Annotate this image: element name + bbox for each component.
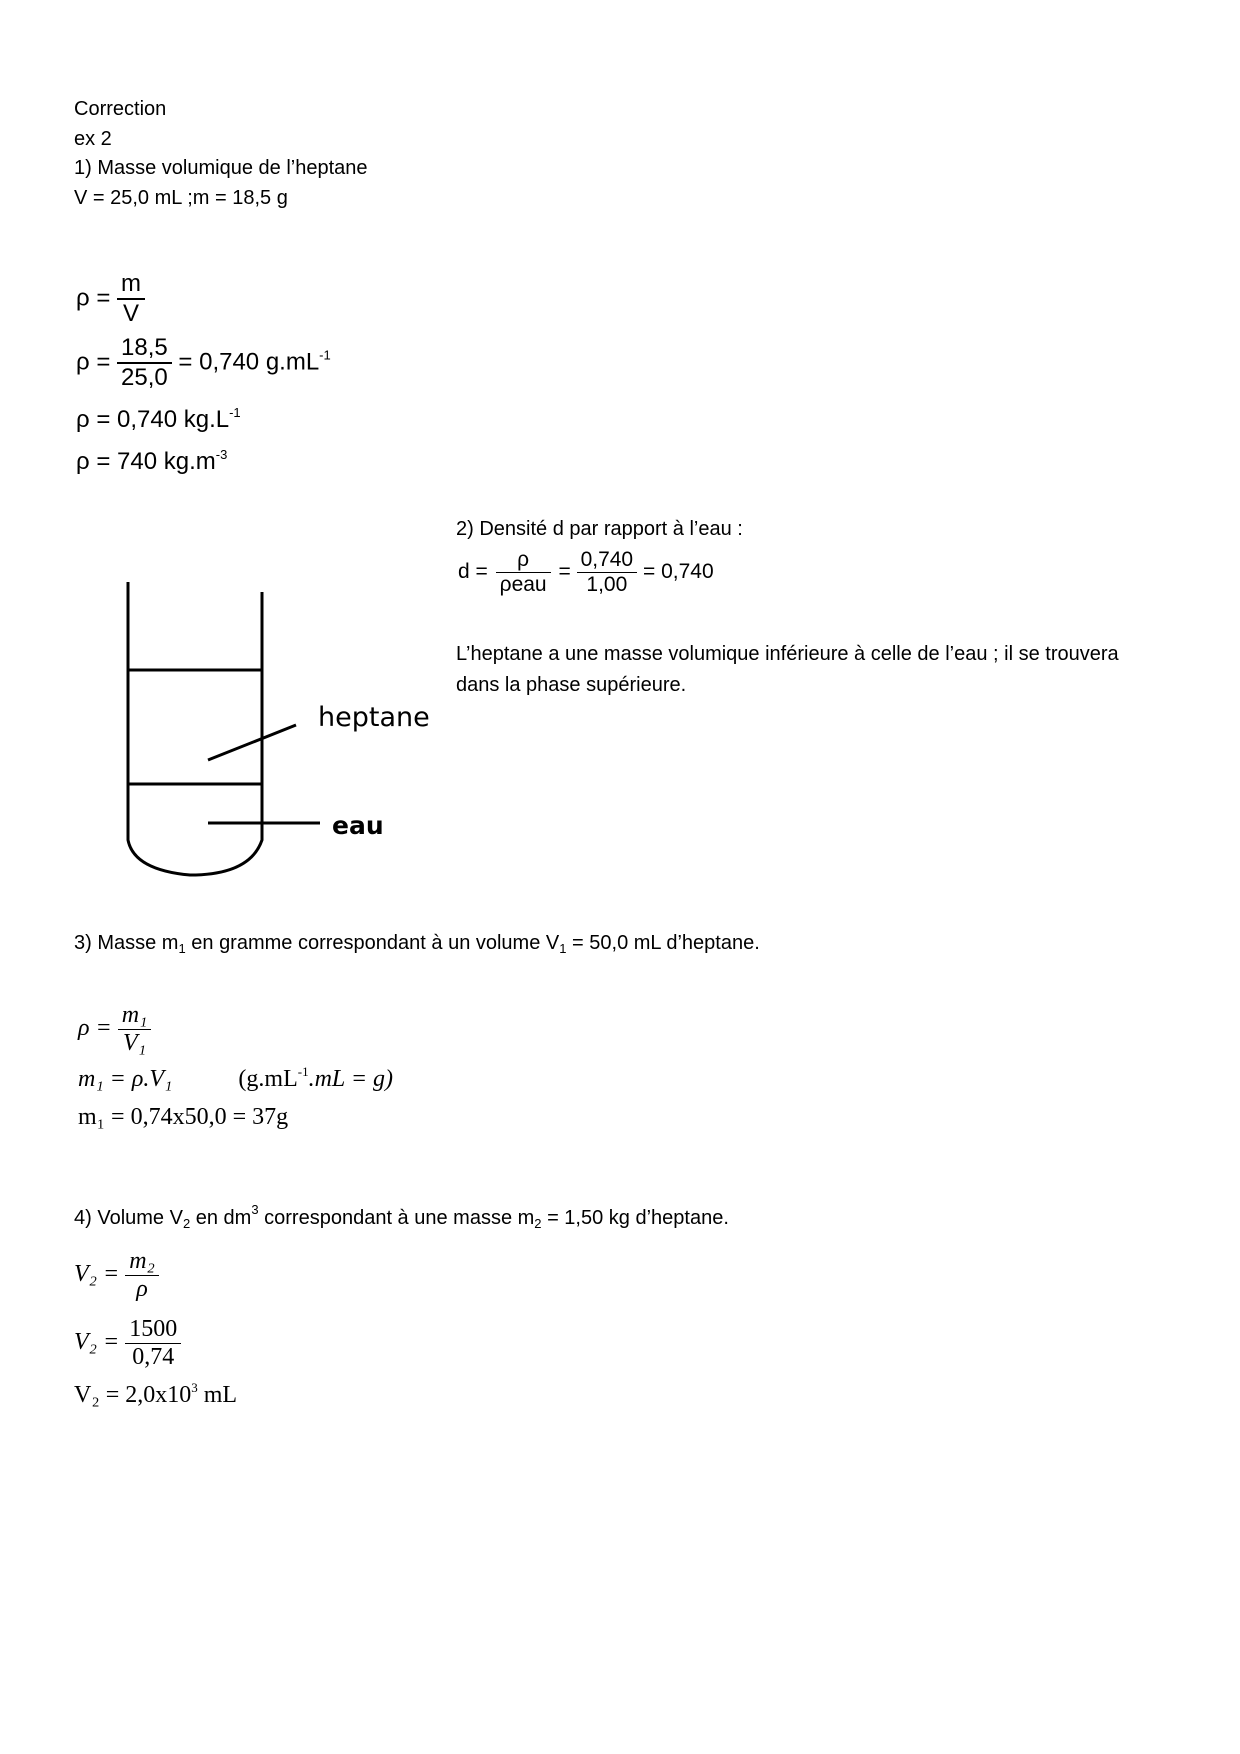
heptane-label: heptane	[318, 702, 430, 733]
q3-eq2-text: m₁ = ρ.V₁	[78, 1066, 173, 1092]
q1-eq1-lhs: ρ =	[76, 284, 111, 312]
q1-eq2-numerator: 18,5	[117, 334, 172, 364]
q1-eq1-fraction	[117, 270, 145, 328]
q4-heading-sub2: 2	[534, 1216, 542, 1231]
q2-d-lhs: d =	[458, 560, 488, 584]
q1-eq2-lhs: ρ =	[76, 348, 111, 376]
q3-mass-formula	[78, 1066, 393, 1093]
q3-mass-result	[78, 1104, 288, 1131]
q1-eq2-denominator: 25,0	[121, 364, 168, 391]
q3-density-formula	[78, 1002, 151, 1057]
q4-volume-result	[74, 1382, 237, 1409]
q4-heading-part-d: = 1,50 kg d’heptane.	[541, 1207, 729, 1229]
q4-eq2-lhs: V₂ =	[74, 1329, 120, 1356]
test-tube-wall	[128, 582, 262, 875]
heptane-pointer-line	[208, 725, 296, 760]
test-tube-diagram	[110, 570, 450, 880]
q4-eq2-denominator: 0,74	[132, 1344, 175, 1370]
q1-eq4-text: ρ = 740 kg.m	[76, 448, 216, 475]
q4-eq1-numerator: m₂	[125, 1248, 159, 1276]
q4-heading-sub1: 2	[182, 1216, 191, 1231]
q3-heading-part-a: 3) Masse m	[74, 932, 179, 954]
q4-eq3-text: V₂ = 2,0x10	[74, 1382, 192, 1408]
q2-conclusion-line-1: L’heptane a une masse volumique inférieure à celle de l’eau ; il se trouvera	[456, 643, 1119, 665]
q2-heading: 2) Densité d par rapport à l’eau :	[456, 518, 743, 540]
document-title: Correction	[74, 98, 167, 120]
q2-value-fraction	[577, 548, 638, 597]
q1-eq1-numerator: m	[117, 270, 145, 300]
q4-heading-part-b: en dm	[190, 1207, 252, 1229]
q3-eq3-text: m₁ = 0,74x50,0 = 37g	[78, 1104, 289, 1130]
q1-density-formula	[76, 270, 145, 328]
q3-eq1-numerator: m₁	[118, 1002, 152, 1030]
q4-heading-part-a: 4) Volume V	[74, 1207, 183, 1229]
q2-rho-numerator: ρ	[496, 548, 551, 573]
q4-volume-calculation	[74, 1316, 181, 1371]
q3-heading-part-c: = 50,0 mL d’heptane.	[566, 932, 760, 954]
q2-conclusion-line-2: dans la phase supérieure.	[456, 674, 687, 696]
q4-heading-part-c: correspondant à une masse m	[258, 1207, 535, 1229]
q2-equals-sign: =	[558, 560, 571, 584]
q3-eq2-units-b: .mL = g)	[308, 1066, 394, 1092]
q4-heading-exp: 3	[251, 1202, 259, 1217]
q2-rho-fraction	[496, 548, 551, 597]
q1-density-kgm3	[76, 448, 227, 476]
q2-value-denominator: 1,00	[586, 573, 628, 596]
q1-eq3-exponent: -1	[229, 405, 241, 420]
q1-density-kgL	[76, 406, 241, 434]
q1-heading: 1) Masse volumique de l’heptane	[74, 157, 368, 179]
q1-eq3-text: ρ = 0,740 kg.L	[76, 406, 230, 433]
q1-given-values: V = 25,0 mL ;m = 18,5 g	[74, 187, 288, 209]
q4-eq3-unit: mL	[197, 1382, 238, 1408]
q2-rho-denominator: ρeau	[499, 573, 547, 596]
q3-heading-part-b: en gramme correspondant à un volume V	[185, 932, 560, 954]
q1-eq1-denominator: V	[123, 300, 140, 327]
q4-eq1-denominator: ρ	[136, 1276, 148, 1302]
exercise-label: ex 2	[74, 128, 112, 150]
q4-eq1-lhs: V₂ =	[74, 1261, 120, 1288]
test-tube-outline	[128, 582, 320, 875]
q3-eq1-fraction	[118, 1002, 152, 1057]
q1-eq4-exponent: -3	[215, 447, 228, 462]
q1-eq2-result: = 0,740 g.mL	[178, 348, 320, 376]
q4-eq1-fraction	[125, 1248, 159, 1303]
q4-eq2-numerator: 1500	[125, 1316, 181, 1344]
q1-eq2-exponent: -1	[319, 347, 331, 363]
q3-heading-sub2: 1	[559, 941, 567, 956]
q4-eq2-fraction	[125, 1316, 181, 1371]
q4-volume-formula	[74, 1248, 159, 1303]
water-label: eau	[332, 811, 384, 840]
q2-relative-density-formula	[458, 548, 714, 597]
q1-density-calculation	[76, 334, 331, 392]
q1-eq2-fraction	[117, 334, 172, 392]
q3-heading	[74, 930, 760, 956]
q3-eq1-denominator: V₁	[123, 1030, 147, 1056]
q4-heading	[74, 1202, 729, 1231]
q3-eq1-lhs: ρ =	[78, 1015, 112, 1042]
q3-heading-sub1: 1	[178, 941, 186, 956]
q2-value-numerator: 0,740	[577, 548, 638, 573]
q2-result: = 0,740	[642, 560, 714, 584]
q3-eq2-units-exp: -1	[297, 1064, 309, 1079]
q3-eq2-units-a: (g.mL	[238, 1066, 298, 1092]
q4-eq3-exponent: 3	[191, 1380, 198, 1395]
